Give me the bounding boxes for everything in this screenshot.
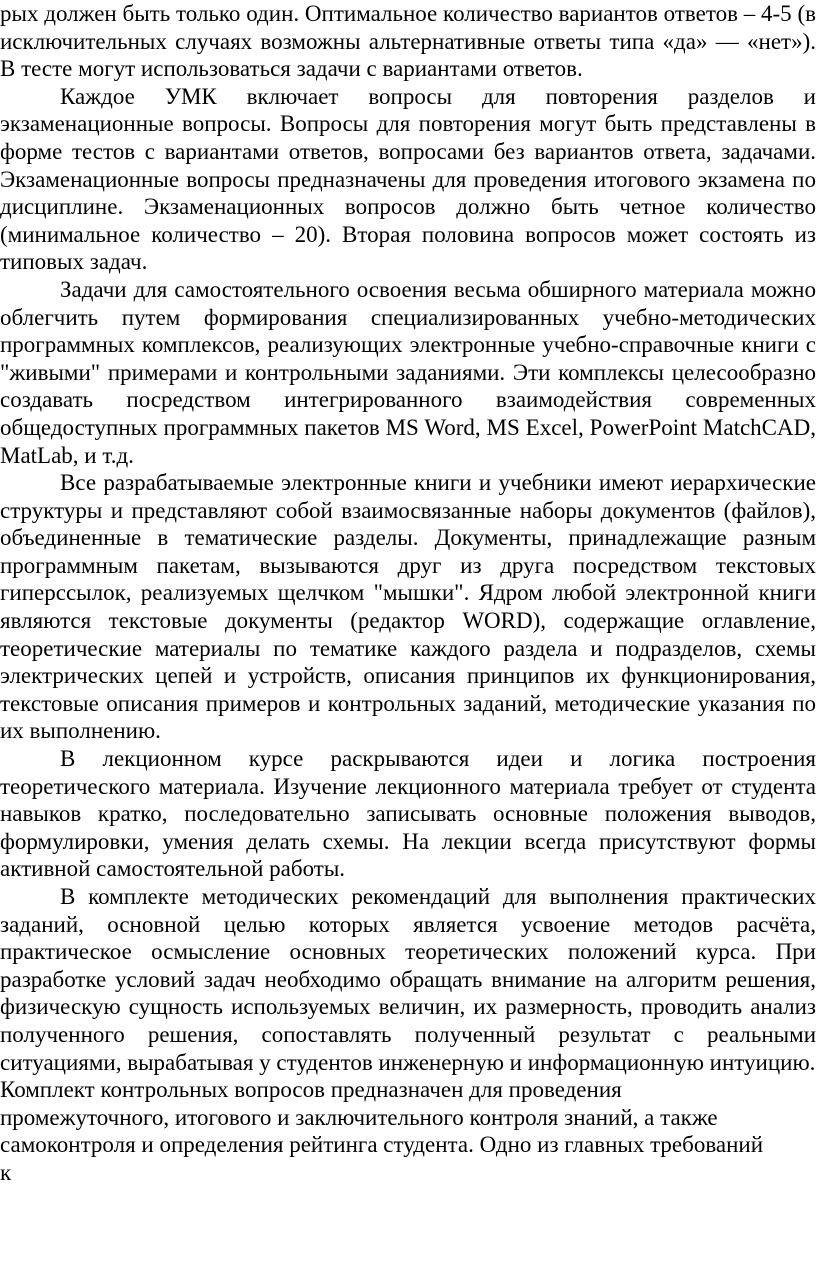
paragraph-test-options: рых должен быть только один. Оптимальное количество вариантов ответов – 4-5 (в исключительных случаях возможны альтернативные ответы типа «да» — «нет»). В тесте могут использоваться задачи с вариантами ответов. (0, 1, 816, 82)
paragraph-electronic-books: Все разрабатываемые электронные книги и учебники имеют иерархические структуры и представляют собой взаимосвязанные наборы документов (файлов), объединенные в тематические разделы. Документы, принадлежащие разным программным пакетам, вызываются друг из друга посредством текстовых гиперссылок, реализуемых щелчком "мышки". Ядром любой электронной книги являются текстовые документы (редактор WORD), содержащие оглавление, теоретические материалы по тематике каждого раздела и подразделов, схемы электрических цепей и устройств, описания принципов их функционирования, текстовые описания примеров и контрольных заданий, методические указания по их выполнению. (0, 470, 816, 744)
paragraph-software-complexes: Задачи для самостоятельного освоения весьма обширного материала можно облегчить путем формирования специализированных учебно-методических программных комплексов, реализующих электронные учебно-справочные книги с "живыми" примерами и контрольными заданиями. Эти комплексы целесообразно создавать посредством интегрированного взаимодействия современных общедоступных программных пакетов MS Word, MS Excel, PowerPoint MatchCAD, MatLab, и т.д. (0, 276, 816, 468)
paragraph-lecture-course: В лекционном курсе раскрываются идеи и логика построения теоретического материала. Изучение лекционного материала требует от студента навыков кратко, последовательно записывать основные положения выводов, формулировки, умения делать схемы. На лекции всегда присутствуют формы активной самостоятельной работы. (0, 746, 816, 882)
text-line: к (0, 1159, 12, 1185)
paragraph-practical-tasks: В комплекте методических рекомендаций для выполнения практических заданий, основной целью которых является усвоение методов расчёта, практическое осмысление основных теоретических положений курса. При разработке условий задач необходимо обращать внимание на алгоритм решения, физическую сущность используемых величин, их размерность, проводить анализ полученного решения, сопоставлять полученный результат с реальными ситуациями, вырабатывая у студентов инженерную и информационную интуицию. (0, 884, 816, 1075)
paragraph-umk-questions: Каждое УМК включает вопросы для повторения разделов и экзаменационные вопросы. Вопросы для повторения могут быть представлены в форме тестов с вариантами ответов, вопросами без вариантов ответа, задачами. Экзаменационные вопросы предназначены для проведения итогового экзамена по дисциплине. Экзаменационных вопросов должно быть четное количество (минимальное количество – 20). Вторая половина вопросов может состоять из типовых задач. (0, 83, 816, 275)
text-line: промежуточного, итогового и заключительного контроля знаний, а также (0, 1104, 718, 1130)
text-line: Комплект контрольных вопросов предназначен для проведения (0, 1077, 622, 1103)
text-line: самоконтроля и определения рейтинга студента. Одно из главных требований (0, 1132, 764, 1158)
